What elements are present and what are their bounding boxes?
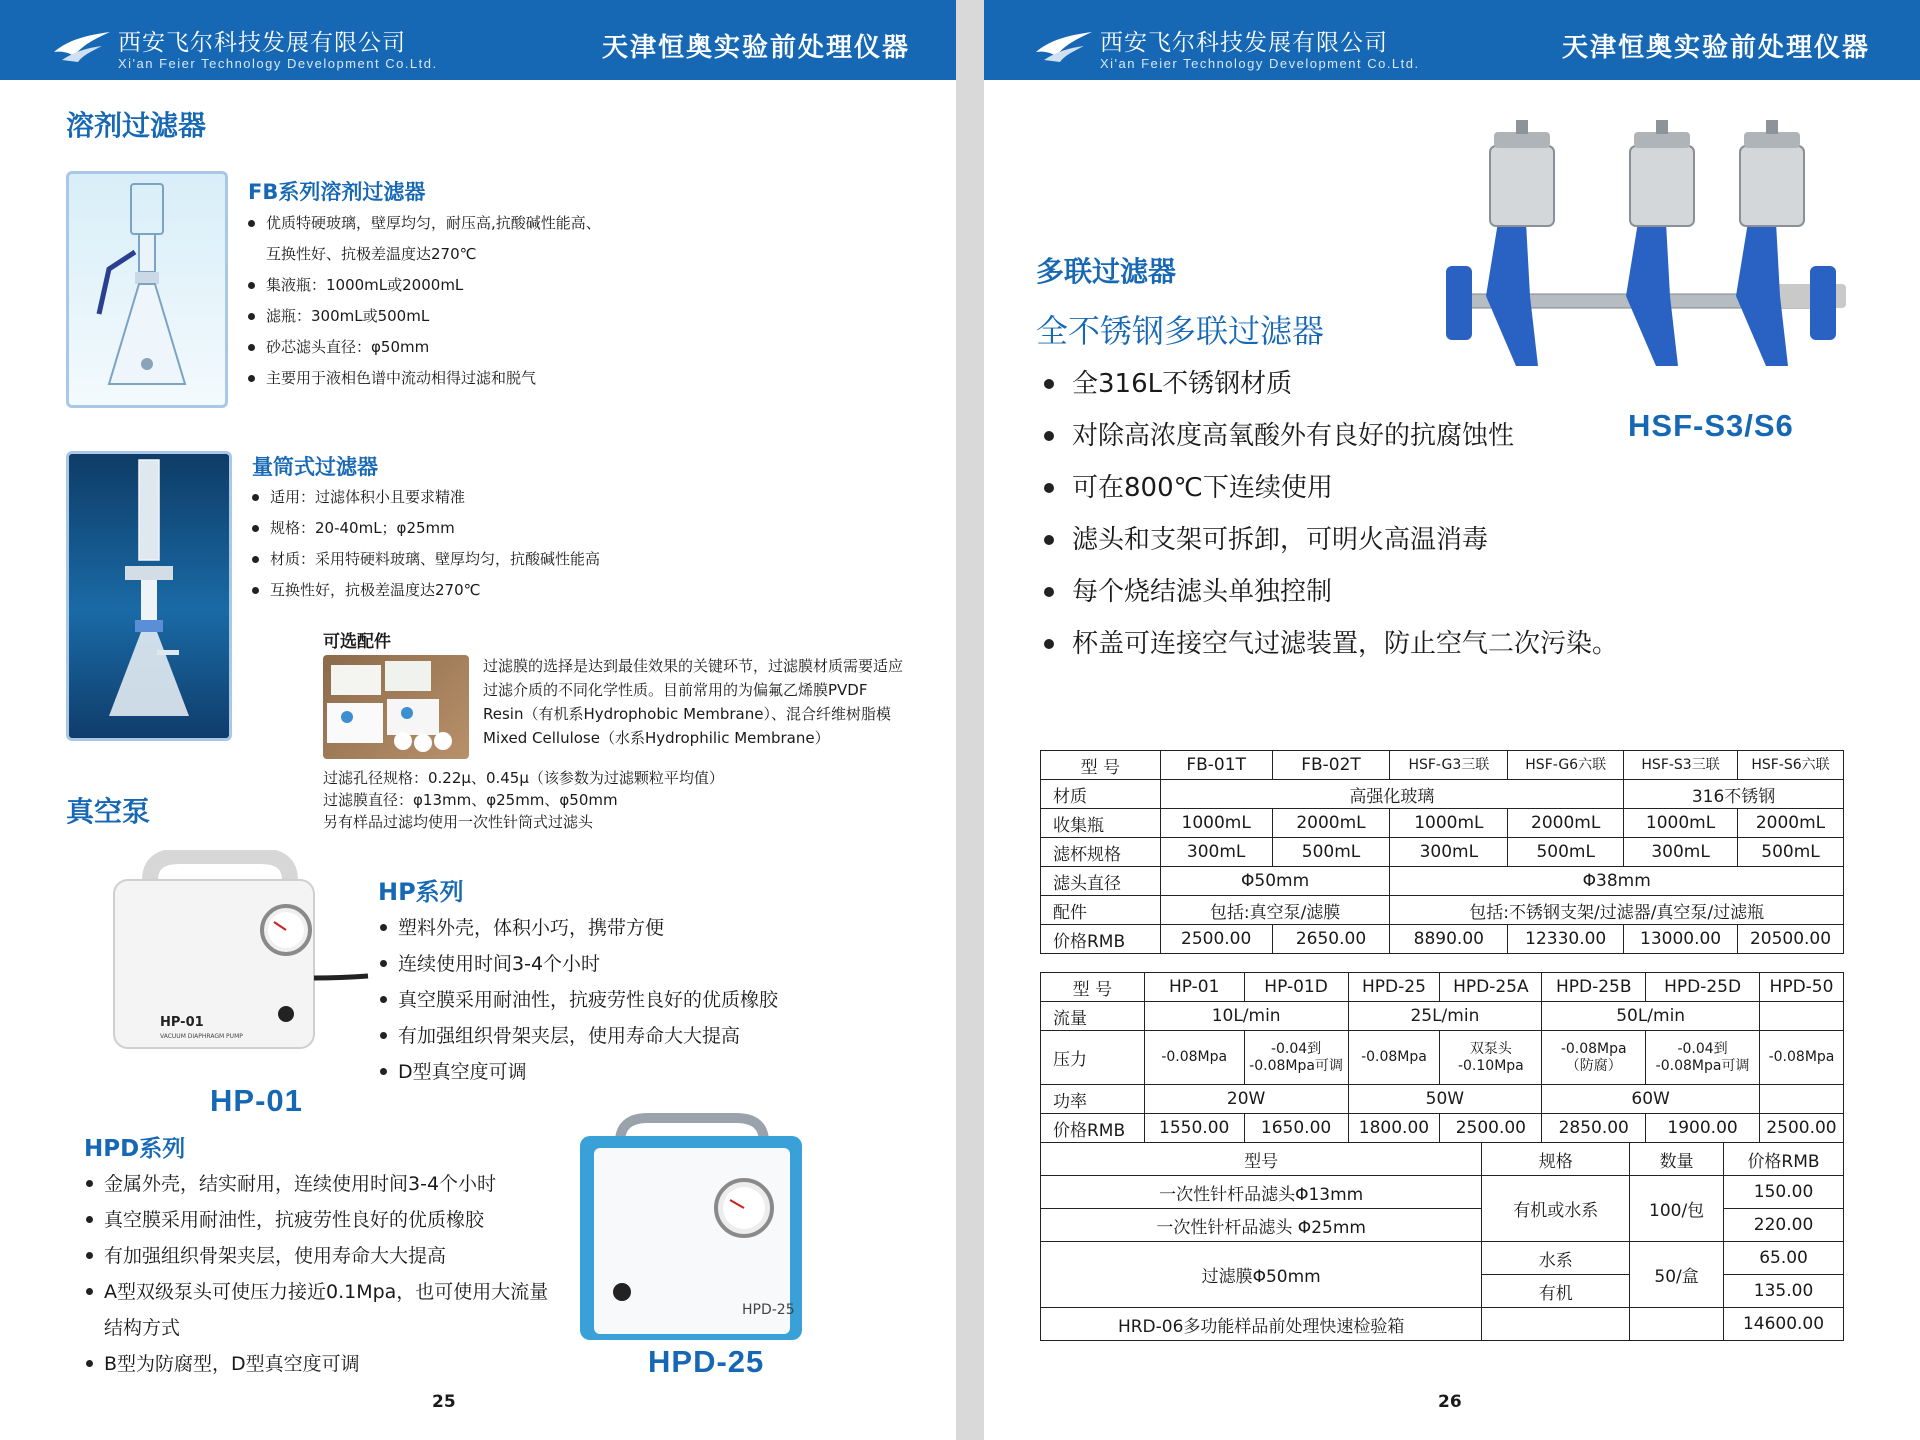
table-cell (1244, 1031, 1348, 1085)
table-cell: HPD-25B (1542, 973, 1646, 1002)
table-cell: 配件 (1041, 896, 1161, 925)
list-item: 可在800℃下连续使用 (1044, 462, 1618, 514)
table-cell: 价格RMB (1041, 925, 1161, 954)
list-item: 每个烧结滤头单独控制 (1044, 566, 1618, 618)
table-cell (1144, 1031, 1244, 1085)
list-item: 连续使用时间3-4个小时 (380, 946, 778, 982)
fb-filter-photo (66, 171, 228, 408)
table-cell: 100/包 (1630, 1176, 1724, 1242)
table-cell: 316不锈钢 (1624, 780, 1844, 809)
accessory-description: 过滤膜的选择是达到最佳效果的关键环节，过滤膜材质需要适应过滤介质的不同化学性质。目前常用的为偏氟乙烯膜PVDF Resin（有机系Hydrophobic Membrane）、混合纤维树脂模Mixed Cellulose（水系Hydrophilic Membrane） (483, 657, 904, 747)
cell-line: -0.08Mpa (1161, 1049, 1228, 1065)
accessory-title: 可选配件 (323, 632, 391, 652)
table-cell: 功率 (1041, 1085, 1145, 1114)
list-item: 结构方式 (104, 1317, 181, 1339)
table-cell (1440, 1031, 1542, 1085)
table-cell: 价格RMB (1041, 1114, 1145, 1143)
cell-line: -0.08Mpa (1768, 1049, 1835, 1065)
table-cell: 25L/min (1348, 1002, 1542, 1031)
hsf-model-label: HSF-S3/S6 (1628, 408, 1794, 443)
hpd-series-title: HPD系列 (84, 1136, 186, 1162)
table-cell: 一次性针杆品滤头 Φ25mm (1041, 1209, 1482, 1242)
table-cell: 8890.00 (1390, 925, 1508, 954)
list-item: D型真空度可调 (380, 1054, 778, 1090)
page-header (0, 0, 956, 80)
table-cell: 包括:真空泵/滤膜 (1160, 896, 1390, 925)
table-cell: 20500.00 (1738, 925, 1844, 954)
table-cell: 50/盒 (1630, 1242, 1724, 1308)
accessory-syringe-note: 另有样品过滤均使用一次性针筒式过滤头 (323, 813, 594, 831)
table-cell: HSF-G3三联 (1390, 751, 1508, 780)
table-row (1041, 867, 1844, 896)
table-cell: 300mL (1624, 838, 1738, 867)
hp-01-device-label: HP-01 (160, 1015, 204, 1030)
cell-line: -0.04到 (1270, 1040, 1322, 1057)
table-row (1041, 1209, 1844, 1242)
section-title-manifold-filter: 多联过滤器 (1036, 255, 1177, 288)
list-item: 优质特硬玻璃，壁厚均匀，耐压高,抗酸碱性能高、 (248, 208, 601, 239)
table-cell: Φ50mm (1160, 867, 1390, 896)
table-cell: 500mL (1272, 838, 1390, 867)
table-cell: 50L/min (1542, 1002, 1760, 1031)
page-26 (984, 0, 1920, 1440)
cylinder-filter-photo (66, 451, 232, 741)
table-cell: HP-01 (1144, 973, 1244, 1002)
list-item: 有加强组织骨架夹层，使用寿命大大提高 (380, 1018, 778, 1054)
table-cell: 2000mL (1272, 809, 1390, 838)
table-row (1041, 838, 1844, 867)
table-cell: 型 号 (1041, 751, 1161, 780)
company-logo-icon (52, 22, 112, 64)
table-row (1041, 809, 1844, 838)
list-item: 互换性好、抗极差温度达270℃ (266, 245, 477, 263)
hsf-manifold-image (1446, 116, 1856, 376)
list-item: 材质：采用特硬料玻璃、壁厚均匀，抗酸碱性能高 (252, 544, 600, 575)
table-cell: 材质 (1041, 780, 1161, 809)
table-cell: 10L/min (1144, 1002, 1348, 1031)
table-row (1041, 1114, 1844, 1143)
list-item: 适用：过滤体积小且要求精准 (252, 482, 600, 513)
table-row (1041, 896, 1844, 925)
table-row (1041, 1242, 1844, 1275)
cell-line: -0.08Mpa (1560, 1040, 1627, 1057)
table-cell: 包括:不锈钢支架/过滤器/真空泵/过滤瓶 (1390, 896, 1844, 925)
filter-spec-table (1040, 750, 1844, 954)
accessory-membrane-diameter: 过滤膜直径：φ13mm、φ25mm、φ50mm (323, 791, 618, 809)
table-row (1041, 1176, 1844, 1209)
cylinder-feature-list (252, 482, 600, 606)
cell-line: -0.10Mpa (1457, 1057, 1524, 1074)
table-cell: 12330.00 (1508, 925, 1624, 954)
table-row (1041, 1143, 1844, 1176)
fb-feature-list (248, 208, 601, 394)
table-cell: 50W (1348, 1085, 1542, 1114)
manifold-feature-list (1044, 358, 1618, 670)
table-cell: 135.00 (1724, 1275, 1844, 1308)
list-item: 真空膜采用耐油性，抗疲劳性良好的优质橡胶 (86, 1202, 548, 1238)
table-cell (1348, 1031, 1440, 1085)
cell-line: -0.08Mpa可调 (1655, 1057, 1750, 1074)
table-cell: HPD-25D (1646, 973, 1760, 1002)
table-cell: 有机 (1482, 1275, 1630, 1308)
section-title-solvent-filter: 溶剂过滤器 (66, 109, 207, 142)
vacuum-pump-spec-table (1040, 972, 1844, 1143)
table-cell: Φ38mm (1390, 867, 1844, 896)
list-item: 滤瓶：300mL或500mL (248, 301, 601, 332)
hp-01-model-label: HP-01 (210, 1083, 303, 1118)
page-number: 25 (432, 1392, 456, 1412)
table-cell: 300mL (1160, 838, 1272, 867)
hpd-feature-list (86, 1166, 548, 1382)
table-cell: 2000mL (1508, 809, 1624, 838)
list-item: A型双级泵头可使压力接近0.1Mpa，也可使用大流量 (86, 1274, 548, 1310)
filter-membrane-photo (323, 655, 469, 759)
consumables-table (1040, 1142, 1844, 1341)
company-name-en: Xi'an Feier Technology Development Co.Ltd. (118, 56, 438, 71)
list-item: 全316L不锈钢材质 (1044, 358, 1618, 410)
table-cell: HPD-50 (1759, 973, 1843, 1002)
list-item: 真空膜采用耐油性，抗疲劳性良好的优质橡胶 (380, 982, 778, 1018)
table-row (1041, 751, 1844, 780)
table-cell: HP-01D (1244, 973, 1348, 1002)
table-cell: 规格 (1482, 1143, 1630, 1176)
list-item: 金属外壳，结实耐用，连续使用时间3-4个小时 (86, 1166, 548, 1202)
table-row (1041, 925, 1844, 954)
table-cell: 60W (1542, 1085, 1760, 1114)
table-cell: 2500.00 (1759, 1114, 1843, 1143)
table-row (1041, 1308, 1844, 1341)
list-item: 砂芯滤头直径：φ50mm (248, 332, 601, 363)
page-header (984, 0, 1920, 80)
table-cell: 收集瓶 (1041, 809, 1161, 838)
company-name-cn: 西安飞尔科技发展有限公司 (1100, 29, 1388, 55)
table-cell: 2650.00 (1272, 925, 1390, 954)
list-item: B型为防腐型，D型真空度可调 (86, 1346, 548, 1382)
cell-line: 双泵头 (1469, 1040, 1512, 1057)
cylinder-filter-title: 量筒式过滤器 (252, 455, 378, 479)
list-item: 滤头和支架可拆卸，可明火高温消毒 (1044, 514, 1618, 566)
list-item: 有加强组织骨架夹层，使用寿命大大提高 (86, 1238, 548, 1274)
table-cell: 水系 (1482, 1242, 1630, 1275)
table-cell: 一次性针杆品滤头Φ13mm (1041, 1176, 1482, 1209)
table-cell (1630, 1308, 1724, 1341)
table-cell: 型号 (1041, 1143, 1482, 1176)
header-title: 天津恒奥实验前处理仪器 (601, 33, 910, 63)
cell-line: -0.08Mpa可调 (1249, 1057, 1343, 1074)
fb-series-title: FB系列溶剂过滤器 (248, 180, 426, 204)
table-cell (1646, 1031, 1760, 1085)
table-cell: HPD-25A (1440, 973, 1542, 1002)
company-name-en: Xi'an Feier Technology Development Co.Ltd. (1100, 56, 1420, 71)
table-cell: 1800.00 (1348, 1114, 1440, 1143)
table-row (1041, 1031, 1844, 1085)
table-cell (1759, 1085, 1843, 1114)
table-cell (1542, 1031, 1646, 1085)
list-item: 主要用于液相色谱中流动相得过滤和脱气 (248, 363, 601, 394)
table-cell: 滤杯规格 (1041, 838, 1161, 867)
list-item: 塑料外壳，体积小巧，携带方便 (380, 910, 778, 946)
hp-feature-list (380, 910, 778, 1090)
hp-series-title: HP系列 (378, 878, 464, 906)
section-title-vacuum-pump: 真空泵 (66, 795, 151, 828)
hpd-25-pump-image (576, 1108, 808, 1344)
table-cell: 500mL (1508, 838, 1624, 867)
table-cell: 价格RMB (1724, 1143, 1844, 1176)
hp-01-device-sublabel: VACUUM DIAPHRAGM PUMP (160, 1033, 243, 1040)
table-cell (1759, 1002, 1843, 1031)
table-cell: 2850.00 (1542, 1114, 1646, 1143)
list-item: 互换性好，抗极差温度达270℃ (252, 575, 600, 606)
list-item: 对除高浓度高氧酸外有良好的抗腐蚀性 (1044, 410, 1618, 462)
hpd-25-device-label: HPD-25 (742, 1302, 795, 1318)
table-row (1041, 973, 1844, 1002)
table-cell: 有机或水系 (1482, 1176, 1630, 1242)
table-cell: 220.00 (1724, 1209, 1844, 1242)
manifold-subtitle: 全不锈钢多联过滤器 (1036, 312, 1325, 350)
table-cell: FB-01T (1160, 751, 1272, 780)
table-cell: 20W (1144, 1085, 1348, 1114)
header-title: 天津恒奥实验前处理仪器 (1561, 33, 1870, 63)
table-cell: 滤头直径 (1041, 867, 1161, 896)
table-cell: 14600.00 (1724, 1308, 1844, 1341)
cell-line: -0.08Mpa (1361, 1049, 1427, 1065)
table-cell: 1900.00 (1646, 1114, 1760, 1143)
table-cell: 1000mL (1160, 809, 1272, 838)
cell-line: （防腐） (1565, 1057, 1622, 1074)
table-cell: 150.00 (1724, 1176, 1844, 1209)
table-cell: FB-02T (1272, 751, 1390, 780)
table-cell: 1000mL (1624, 809, 1738, 838)
table-cell: HSF-S3三联 (1624, 751, 1738, 780)
company-name-cn: 西安飞尔科技发展有限公司 (118, 29, 406, 55)
table-cell: 300mL (1390, 838, 1508, 867)
accessory-pore-size: 过滤孔径规格：0.22μ、0.45μ（该参数为过滤颗粒平均值） (323, 769, 724, 787)
table-cell: 过滤膜Φ50mm (1041, 1242, 1482, 1308)
page-25 (0, 0, 956, 1440)
table-cell: 高强化玻璃 (1160, 780, 1623, 809)
table-cell (1482, 1308, 1630, 1341)
list-item: 规格：20-40mL；φ25mm (252, 513, 600, 544)
hp-01-pump-image (110, 850, 330, 1052)
hpd-25-model-label: HPD-25 (648, 1344, 765, 1379)
table-cell: 2500.00 (1160, 925, 1272, 954)
table-cell: 压力 (1041, 1031, 1145, 1085)
table-cell: HSF-S6六联 (1738, 751, 1844, 780)
table-row (1041, 1085, 1844, 1114)
table-cell: HSF-G6六联 (1508, 751, 1624, 780)
table-row (1041, 780, 1844, 809)
table-cell: 1000mL (1390, 809, 1508, 838)
table-cell: 500mL (1738, 838, 1844, 867)
table-cell: 13000.00 (1624, 925, 1738, 954)
table-cell: 65.00 (1724, 1242, 1844, 1275)
table-cell: 型 号 (1041, 973, 1145, 1002)
table-cell: 数量 (1630, 1143, 1724, 1176)
table-cell: 2000mL (1738, 809, 1844, 838)
table-cell: HPD-25 (1348, 973, 1440, 1002)
cell-line: -0.04到 (1677, 1040, 1728, 1057)
list-item: 集液瓶：1000mL或2000mL (248, 270, 601, 301)
page-number: 26 (1438, 1392, 1462, 1412)
table-cell: 2500.00 (1440, 1114, 1542, 1143)
table-cell: 流量 (1041, 1002, 1145, 1031)
table-cell (1759, 1031, 1843, 1085)
list-item: 杯盖可连接空气过滤装置，防止空气二次污染。 (1044, 618, 1618, 670)
company-logo-icon (1034, 22, 1094, 64)
table-row (1041, 1002, 1844, 1031)
table-cell: 1650.00 (1244, 1114, 1348, 1143)
table-cell: HRD-06多功能样品前处理快速检验箱 (1041, 1308, 1482, 1341)
table-cell: 1550.00 (1144, 1114, 1244, 1143)
